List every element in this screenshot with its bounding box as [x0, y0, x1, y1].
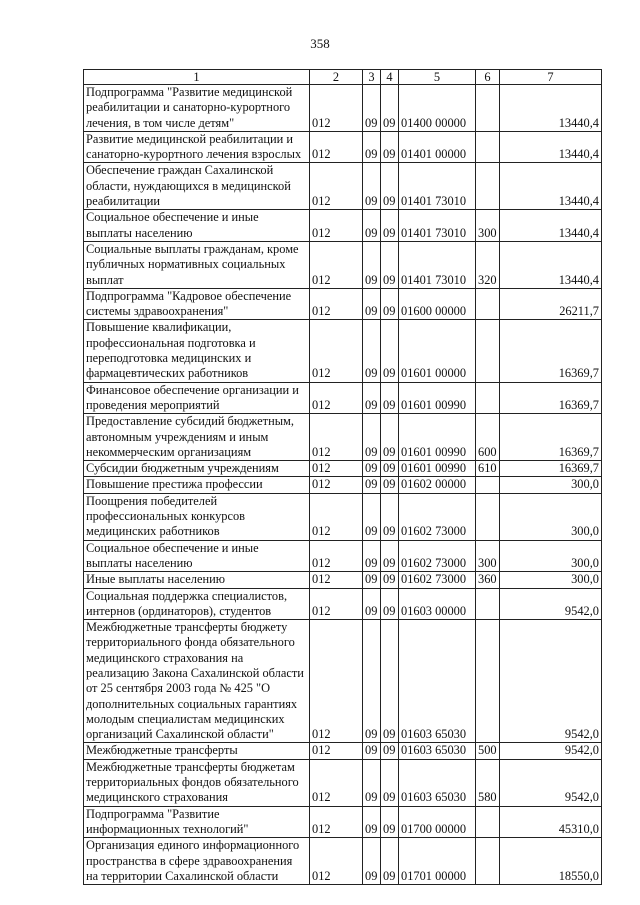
table-row	[84, 85, 602, 132]
row-subsection-code: 09	[381, 461, 399, 477]
row-name: Подпрограмма "Кадровое обеспечение системы здравоохранения"	[84, 288, 310, 320]
row-target-code: 01401 73010	[399, 210, 476, 242]
row-name: Финансовое обеспечение организации и проведения мероприятий	[84, 382, 310, 414]
row-subsection-code: 09	[381, 131, 399, 163]
row-name: Повышение престижа профессии	[84, 477, 310, 493]
row-admin-code: 012	[310, 320, 363, 382]
row-section-code: 09	[363, 382, 381, 414]
row-subsection-code: 09	[381, 210, 399, 242]
header-col-3: 3	[363, 70, 381, 85]
row-expense-type	[476, 382, 500, 414]
row-name: Поощрения победителей профессиональных конкурсов медицинских работников	[84, 493, 310, 540]
row-section-code: 09	[363, 493, 381, 540]
row-subsection-code: 09	[381, 759, 399, 806]
row-target-code: 01600 00000	[399, 288, 476, 320]
row-admin-code: 012	[310, 382, 363, 414]
table-row	[84, 461, 602, 477]
row-expense-type	[476, 131, 500, 163]
header-col-5: 5	[399, 70, 476, 85]
row-amount: 13440,4	[500, 85, 602, 132]
row-section-code: 09	[363, 288, 381, 320]
header-col-7: 7	[500, 70, 602, 85]
table-row	[84, 382, 602, 414]
header-col-1: 1	[84, 70, 310, 85]
row-amount: 13440,4	[500, 241, 602, 288]
row-admin-code: 012	[310, 540, 363, 572]
row-subsection-code: 09	[381, 163, 399, 210]
row-section-code: 09	[363, 743, 381, 759]
row-admin-code: 012	[310, 806, 363, 838]
row-subsection-code: 09	[381, 85, 399, 132]
row-target-code: 01602 73000	[399, 493, 476, 540]
row-target-code: 01400 00000	[399, 85, 476, 132]
table-row	[84, 210, 602, 242]
row-expense-type	[476, 85, 500, 132]
row-admin-code: 012	[310, 588, 363, 620]
row-section-code: 09	[363, 241, 381, 288]
row-section-code: 09	[363, 131, 381, 163]
row-amount: 16369,7	[500, 382, 602, 414]
row-admin-code: 012	[310, 85, 363, 132]
row-name: Обеспечение граждан Сахалинской области, нуждающихся в медицинской реабилитации	[84, 163, 310, 210]
row-name: Межбюджетные трансферты бюджету территориального фонда обязательного медицинского страхования на реализацию Закона Сахалинской области от 25 сентября 2003 года № 425 "О дополнительных социальных гарантиях молодым специалистам медицинских организаций Сахалинской области"	[84, 620, 310, 743]
row-amount: 300,0	[500, 493, 602, 540]
row-admin-code: 012	[310, 572, 363, 588]
row-section-code: 09	[363, 540, 381, 572]
table-row	[84, 493, 602, 540]
row-expense-type: 360	[476, 572, 500, 588]
row-target-code: 01602 73000	[399, 540, 476, 572]
row-subsection-code: 09	[381, 572, 399, 588]
row-expense-type	[476, 493, 500, 540]
row-name: Межбюджетные трансферты бюджетам территориальных фондов обязательного медицинского страхования	[84, 759, 310, 806]
row-admin-code: 012	[310, 743, 363, 759]
row-subsection-code: 09	[381, 477, 399, 493]
row-amount: 45310,0	[500, 806, 602, 838]
table-row	[84, 131, 602, 163]
row-admin-code: 012	[310, 241, 363, 288]
row-amount: 13440,4	[500, 163, 602, 210]
row-subsection-code: 09	[381, 620, 399, 743]
row-section-code: 09	[363, 163, 381, 210]
row-target-code: 01602 73000	[399, 572, 476, 588]
row-name: Иные выплаты населению	[84, 572, 310, 588]
row-section-code: 09	[363, 414, 381, 461]
row-name: Предоставление субсидий бюджетным, автономным учреждениям и иным некоммерческим организациям	[84, 414, 310, 461]
row-target-code: 01700 00000	[399, 806, 476, 838]
row-name: Социальные выплаты гражданам, кроме публичных нормативных социальных выплат	[84, 241, 310, 288]
budget-table	[83, 69, 602, 885]
table-row	[84, 288, 602, 320]
row-subsection-code: 09	[381, 493, 399, 540]
row-name: Субсидии бюджетным учреждениям	[84, 461, 310, 477]
row-target-code: 01701 00000	[399, 838, 476, 885]
row-admin-code: 012	[310, 210, 363, 242]
table-row	[84, 806, 602, 838]
table-row	[84, 414, 602, 461]
table-body	[84, 85, 602, 885]
row-amount: 9542,0	[500, 759, 602, 806]
row-amount: 13440,4	[500, 131, 602, 163]
table-row	[84, 241, 602, 288]
row-expense-type: 320	[476, 241, 500, 288]
row-subsection-code: 09	[381, 540, 399, 572]
row-expense-type	[476, 477, 500, 493]
row-subsection-code: 09	[381, 743, 399, 759]
row-section-code: 09	[363, 461, 381, 477]
row-subsection-code: 09	[381, 414, 399, 461]
row-amount: 300,0	[500, 540, 602, 572]
page-number: 358	[310, 36, 330, 51]
row-name: Подпрограмма "Развитие информационных технологий"	[84, 806, 310, 838]
row-subsection-code: 09	[381, 382, 399, 414]
table-row	[84, 838, 602, 885]
row-amount: 9542,0	[500, 743, 602, 759]
table-row	[84, 588, 602, 620]
row-section-code: 09	[363, 210, 381, 242]
row-target-code: 01603 65030	[399, 759, 476, 806]
header-col-4: 4	[381, 70, 399, 85]
row-expense-type	[476, 806, 500, 838]
row-target-code: 01603 65030	[399, 620, 476, 743]
table-row	[84, 477, 602, 493]
row-admin-code: 012	[310, 163, 363, 210]
row-admin-code: 012	[310, 288, 363, 320]
table-row	[84, 163, 602, 210]
row-target-code: 01601 00000	[399, 320, 476, 382]
row-section-code: 09	[363, 588, 381, 620]
header-col-2: 2	[310, 70, 363, 85]
row-name: Социальное обеспечение и иные выплаты населению	[84, 540, 310, 572]
row-section-code: 09	[363, 806, 381, 838]
row-expense-type	[476, 620, 500, 743]
table-row	[84, 540, 602, 572]
row-expense-type: 580	[476, 759, 500, 806]
row-name: Подпрограмма "Развитие медицинской реабилитации и санаторно-курортного лечения, в том числе детям"	[84, 85, 310, 132]
row-name: Социальная поддержка специалистов, интернов (ординаторов), студентов	[84, 588, 310, 620]
row-amount: 16369,7	[500, 414, 602, 461]
row-expense-type	[476, 320, 500, 382]
row-section-code: 09	[363, 620, 381, 743]
row-target-code: 01601 00990	[399, 461, 476, 477]
row-target-code: 01602 00000	[399, 477, 476, 493]
row-subsection-code: 09	[381, 588, 399, 620]
row-expense-type	[476, 838, 500, 885]
row-admin-code: 012	[310, 461, 363, 477]
row-section-code: 09	[363, 759, 381, 806]
row-admin-code: 012	[310, 493, 363, 540]
row-amount: 16369,7	[500, 461, 602, 477]
row-name: Развитие медицинской реабилитации и санаторно-курортного лечения взрослых	[84, 131, 310, 163]
row-subsection-code: 09	[381, 288, 399, 320]
row-amount: 300,0	[500, 477, 602, 493]
table-row	[84, 572, 602, 588]
row-target-code: 01603 65030	[399, 743, 476, 759]
row-amount: 13440,4	[500, 210, 602, 242]
row-section-code: 09	[363, 85, 381, 132]
row-expense-type	[476, 588, 500, 620]
row-subsection-code: 09	[381, 241, 399, 288]
row-name: Повышение квалификации, профессиональная подготовка и переподготовка медицинских и фармацевтических работников	[84, 320, 310, 382]
row-name: Межбюджетные трансферты	[84, 743, 310, 759]
row-target-code: 01603 00000	[399, 588, 476, 620]
row-admin-code: 012	[310, 477, 363, 493]
table-row	[84, 620, 602, 743]
row-expense-type: 300	[476, 540, 500, 572]
row-amount: 26211,7	[500, 288, 602, 320]
row-expense-type: 600	[476, 414, 500, 461]
row-subsection-code: 09	[381, 838, 399, 885]
table-row	[84, 743, 602, 759]
row-name: Социальное обеспечение и иные выплаты населению	[84, 210, 310, 242]
row-expense-type: 300	[476, 210, 500, 242]
row-expense-type	[476, 163, 500, 210]
row-amount: 300,0	[500, 572, 602, 588]
row-name: Организация единого информационного пространства в сфере здравоохранения на территории Сахалинской области	[84, 838, 310, 885]
row-amount: 9542,0	[500, 588, 602, 620]
table-row	[84, 320, 602, 382]
row-admin-code: 012	[310, 620, 363, 743]
row-target-code: 01401 00000	[399, 131, 476, 163]
row-target-code: 01601 00990	[399, 382, 476, 414]
row-target-code: 01401 73010	[399, 241, 476, 288]
table-row	[84, 759, 602, 806]
row-target-code: 01601 00990	[399, 414, 476, 461]
row-amount: 16369,7	[500, 320, 602, 382]
row-target-code: 01401 73010	[399, 163, 476, 210]
row-admin-code: 012	[310, 838, 363, 885]
row-subsection-code: 09	[381, 320, 399, 382]
row-section-code: 09	[363, 477, 381, 493]
row-admin-code: 012	[310, 414, 363, 461]
row-section-code: 09	[363, 320, 381, 382]
row-amount: 9542,0	[500, 620, 602, 743]
row-section-code: 09	[363, 838, 381, 885]
row-subsection-code: 09	[381, 806, 399, 838]
table-header-row	[84, 70, 602, 85]
row-expense-type	[476, 288, 500, 320]
row-admin-code: 012	[310, 759, 363, 806]
row-amount: 18550,0	[500, 838, 602, 885]
row-expense-type: 610	[476, 461, 500, 477]
row-expense-type: 500	[476, 743, 500, 759]
header-col-6: 6	[476, 70, 500, 85]
row-admin-code: 012	[310, 131, 363, 163]
row-section-code: 09	[363, 572, 381, 588]
